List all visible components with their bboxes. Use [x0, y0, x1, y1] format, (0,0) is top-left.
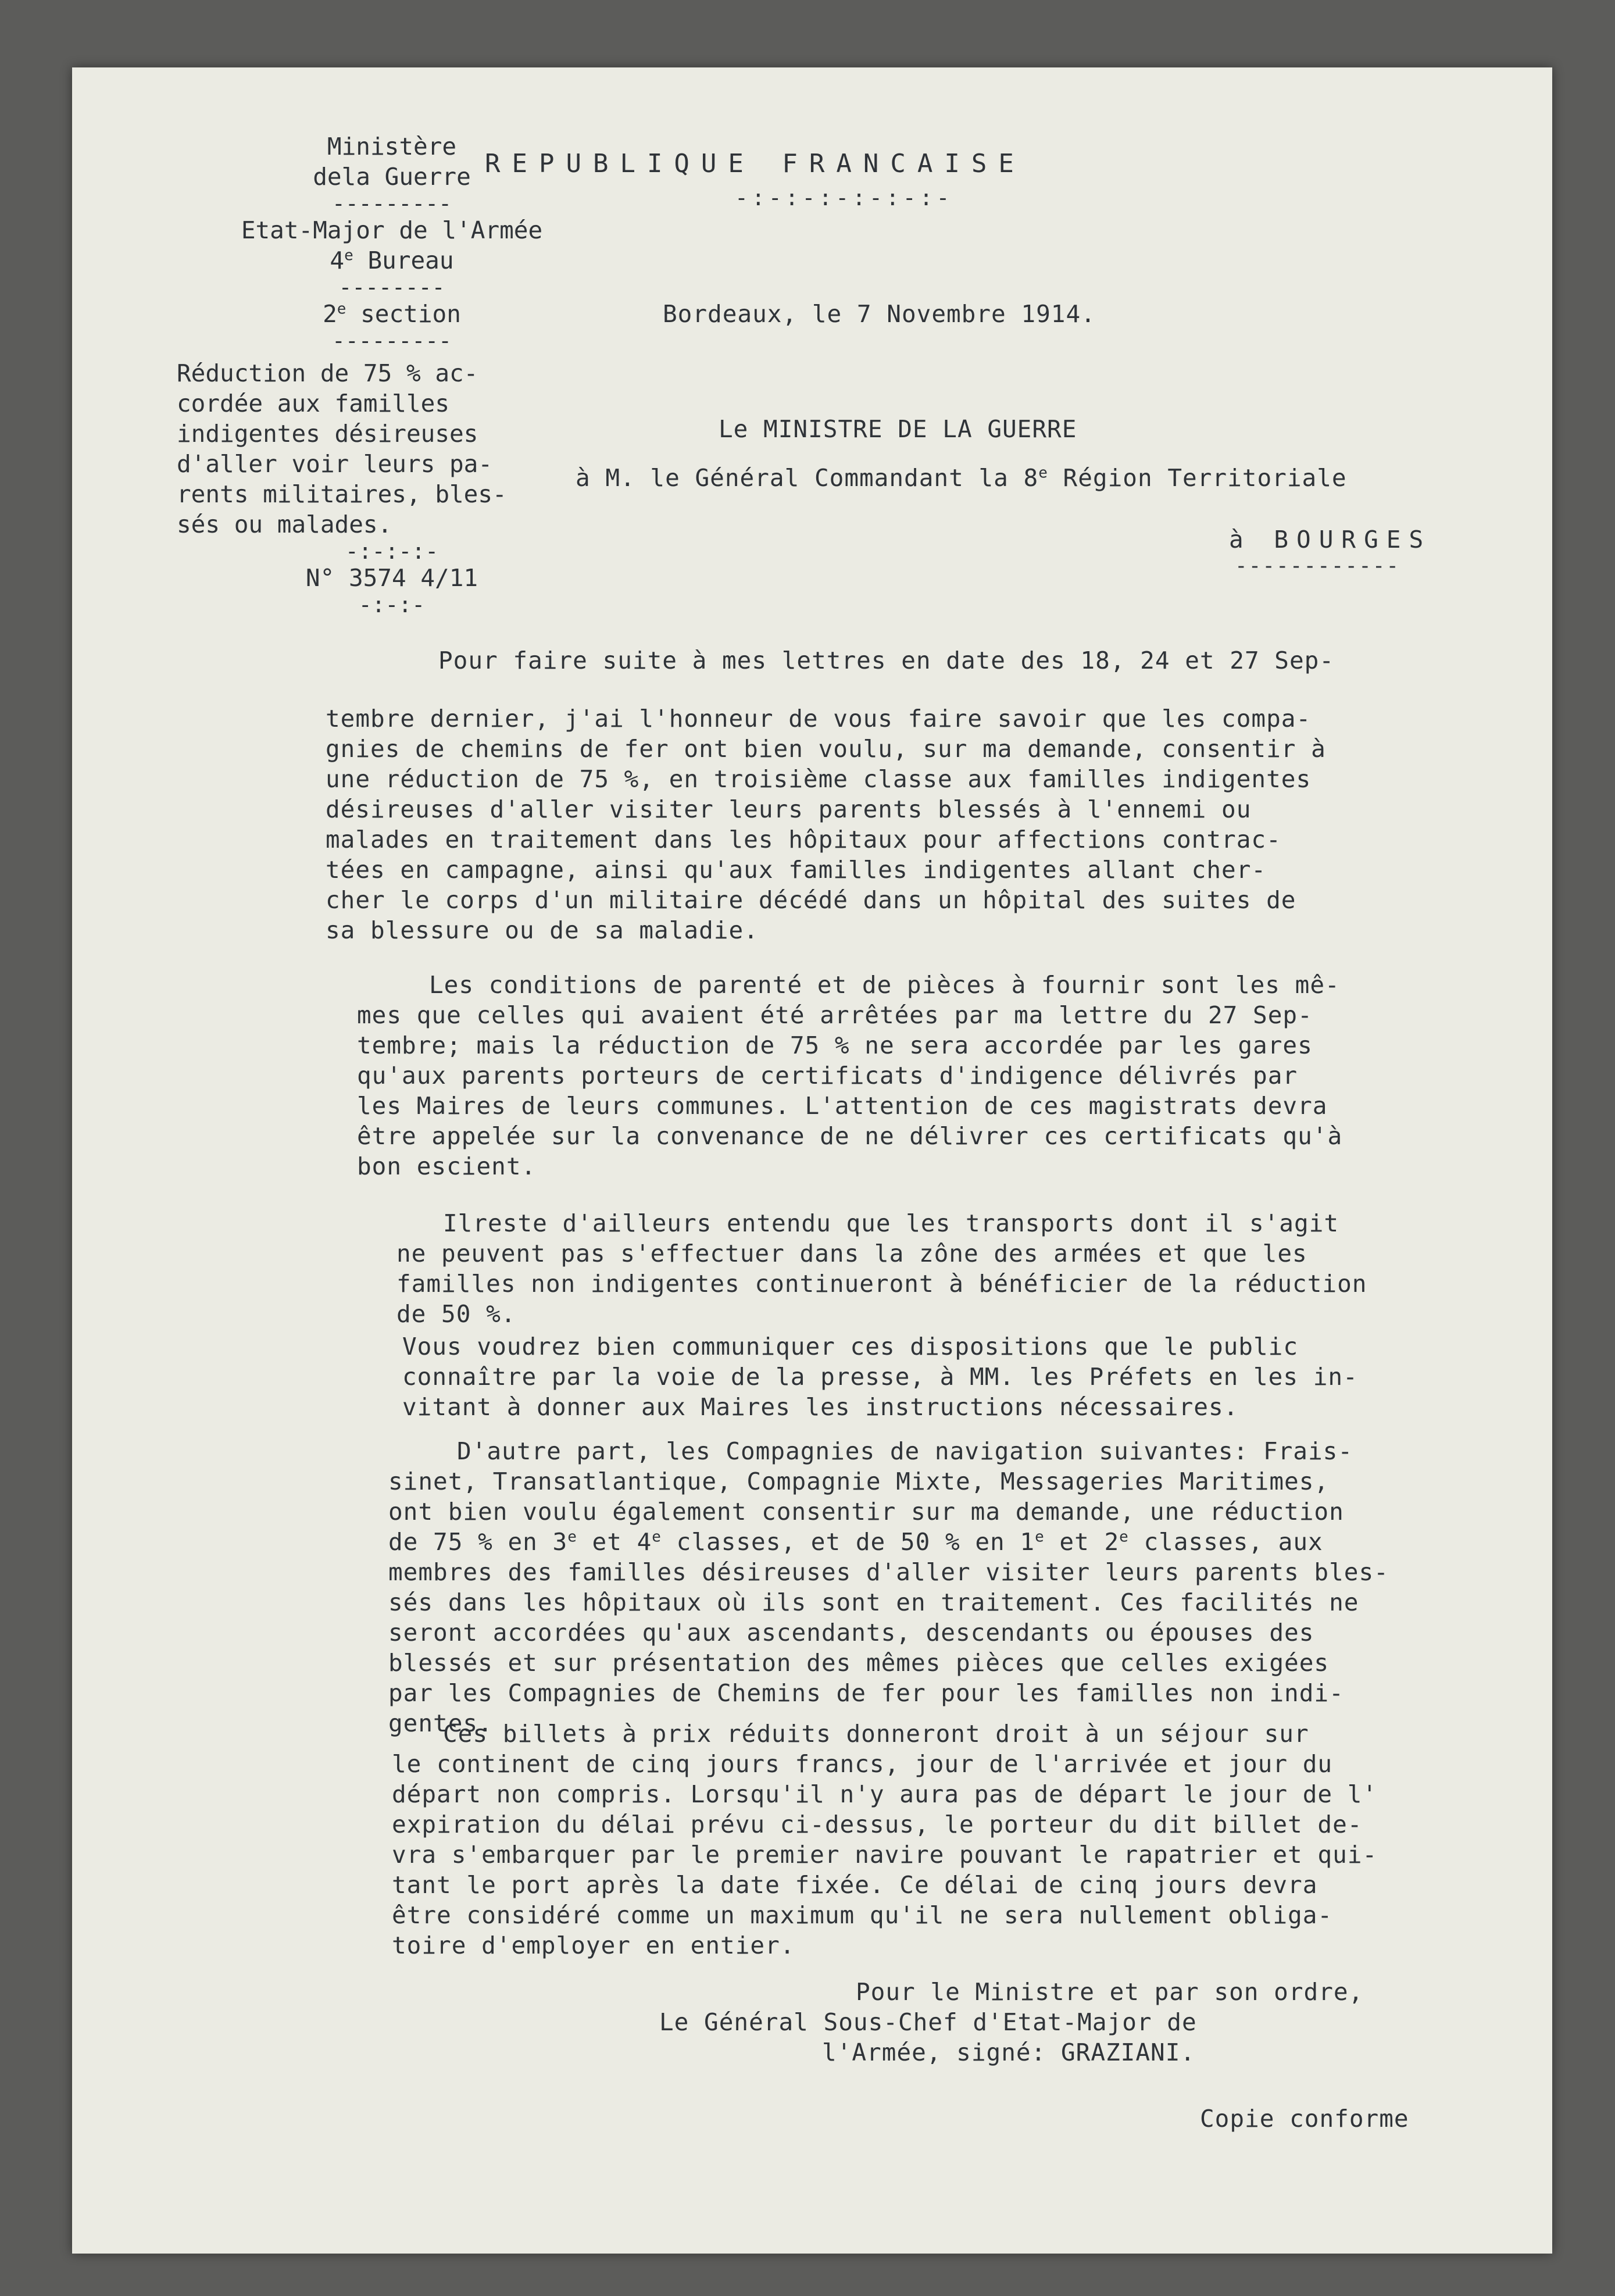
text-line: familles non indigentes continueront à bénéficier de la réduction — [396, 1270, 1367, 1298]
text-line: Pour faire suite à mes lettres en date des 18, 24 et 27 Sep- — [438, 647, 1335, 674]
subject-line: cordée aux familles — [177, 390, 449, 417]
subject-line: rents militaires, bles- — [177, 480, 507, 508]
divider: -------- — [338, 274, 445, 300]
destination-underline: ------------ — [1235, 554, 1400, 578]
left-column — [171, 131, 613, 616]
text-line: gentes. — [388, 1709, 493, 1737]
divider: -:-:- — [358, 592, 426, 617]
text-line: tembre; mais la réduction de 75 % ne sera accordée par les gares — [357, 1031, 1313, 1059]
paragraph-2 — [357, 970, 1342, 1181]
recipient: à M. le Général Commandant la 8e Région Territoriale — [576, 464, 1347, 492]
paragraph-5 — [388, 1436, 1389, 1738]
republic-title: REPUBLIQUE FRANCAISE — [485, 149, 1026, 178]
text-line: de 50 %. — [396, 1300, 516, 1328]
text-line: Les conditions de parenté et de pièces à fournir sont les mê- — [429, 971, 1340, 999]
text-line: connaître par la voie de la presse, à MM. les Préfets en les in- — [402, 1363, 1358, 1391]
text-line: membres des familles désireuses d'aller visiter leurs parents bles- — [388, 1558, 1389, 1586]
destination: à BOURGES — [1229, 526, 1432, 554]
text-line: tembre dernier, j'ai l'honneur de vous faire savoir que les compa- — [326, 705, 1312, 733]
text-line: une réduction de 75 %, en troisième classe aux familles indigentes — [326, 765, 1312, 793]
text-line: D'autre part, les Compagnies de navigation suivantes: Frais- — [457, 1437, 1353, 1465]
subject-line: sés ou malades. — [177, 510, 392, 538]
reference-number: N° 3574 4/11 — [305, 564, 478, 592]
bureau-line: 4e Bureau — [330, 247, 454, 274]
text-line: Vous voudrez bien communiquer ces dispositions que le public — [402, 1333, 1299, 1361]
ministry-line-1: Ministère — [327, 133, 457, 160]
text-line: blessés et sur présentation des mêmes pièces que celles exigées — [388, 1649, 1330, 1677]
text-line: gnies de chemins de fer ont bien voulu, sur ma demande, consentir à — [326, 735, 1326, 763]
text-line: vitant à donner aux Maires les instructions nécessaires. — [402, 1393, 1239, 1421]
text-line: toire d'employer en entier. — [392, 1931, 795, 1959]
title-divider: -:-:-:-:-:-:- — [735, 185, 953, 210]
text-line: être considéré comme un maximum qu'il ne sera nullement obliga- — [392, 1901, 1333, 1929]
text-line: tées en campagne, ainsi qu'aux familles indigentes allant cher- — [326, 856, 1267, 884]
sender: Le MINISTRE DE LA GUERRE — [719, 415, 1077, 443]
paragraph-3 — [396, 1208, 1367, 1329]
text-line: par les Compagnies de Chemins de fer pour les familles non indi- — [388, 1679, 1344, 1707]
text-line: mes que celles qui avaient été arrêtées par ma lettre du 27 Sep- — [357, 1001, 1313, 1029]
text-line: Ces billets à prix réduits donneront droit à un séjour sur — [443, 1720, 1309, 1748]
signature-line-2: Le Général Sous-Chef d'Etat-Major de — [659, 2008, 1197, 2036]
paragraph-6 — [392, 1719, 1377, 1961]
text-line: être appelée sur la convenance de ne délivrer ces certificats qu'à — [357, 1122, 1343, 1150]
text-line: vra s'embarquer par le premier navire pouvant le rapatrier et qui- — [392, 1841, 1378, 1869]
text-line: sa blessure ou de sa maladie. — [326, 916, 759, 944]
text-line: expiration du délai prévu ci-dessus, le porteur du dit billet de- — [392, 1811, 1363, 1838]
certified-copy: Copie conforme — [1200, 2105, 1409, 2133]
divider: -:-:-:- — [345, 538, 439, 564]
subject-line: Réduction de 75 % ac- — [177, 359, 478, 387]
text-line: Ilreste d'ailleurs entendu que les transports dont il s'agit — [443, 1209, 1339, 1237]
subject-line: indigentes désireuses — [177, 420, 478, 448]
letter-date: Bordeaux, le 7 Novembre 1914. — [663, 300, 1096, 328]
text-line: malades en traitement dans les hôpitaux pour affections contrac- — [326, 826, 1281, 854]
signature-line-1: Pour le Ministre et par son ordre, — [856, 1978, 1364, 2006]
text-line: sinet, Transatlantique, Compagnie Mixte, Messageries Maritimes, — [388, 1467, 1330, 1495]
subject-line: d'aller voir leurs pa- — [177, 450, 493, 478]
text-line: désireuses d'aller visiter leurs parents blessés à l'ennemi ou — [326, 795, 1252, 823]
divider: --------- — [332, 328, 452, 353]
text-line: bon escient. — [357, 1152, 537, 1180]
ministry-line-2: dela Guerre — [313, 163, 471, 191]
text-line: ne peuvent pas s'effectuer dans la zône des armées et que les — [396, 1240, 1307, 1267]
paragraph-4 — [402, 1331, 1358, 1422]
text-line-classes: de 75 % en 3e et 4e classes, et de 50 % en 1e et 2e classes, aux — [388, 1528, 1323, 1556]
subject-block — [177, 358, 613, 540]
paragraph-1 — [326, 645, 1334, 945]
document-page — [72, 67, 1552, 2254]
divider: --------- — [332, 191, 452, 216]
text-line: seront accordées qu'aux ascendants, descendants ou épouses des — [388, 1619, 1314, 1647]
staff-line: Etat-Major de l'Armée — [241, 216, 543, 244]
text-line: les Maires de leurs communes. L'attention de ces magistrats devra — [357, 1092, 1328, 1120]
signature-line-3: l'Armée, signé: GRAZIANI. — [822, 2038, 1196, 2066]
text-line: départ non compris. Lorsqu'il n'y aura pas de départ le jour de l' — [392, 1780, 1378, 1808]
text-line: qu'aux parents porteurs de certificats d'indigence délivrés par — [357, 1062, 1298, 1090]
text-line: cher le corps d'un militaire décédé dans un hôpital des suites de — [326, 886, 1296, 914]
text-line: le continent de cinq jours francs, jour de l'arrivée et jour du — [392, 1750, 1333, 1778]
section-line: 2e section — [323, 300, 461, 328]
text-line: sés dans les hôpitaux où ils sont en traitement. Ces facilités ne — [388, 1588, 1359, 1616]
text-line: tant le port après la date fixée. Ce délai de cinq jours devra — [392, 1871, 1318, 1899]
text-line: ont bien voulu également consentir sur ma demande, une réduction — [388, 1498, 1344, 1526]
